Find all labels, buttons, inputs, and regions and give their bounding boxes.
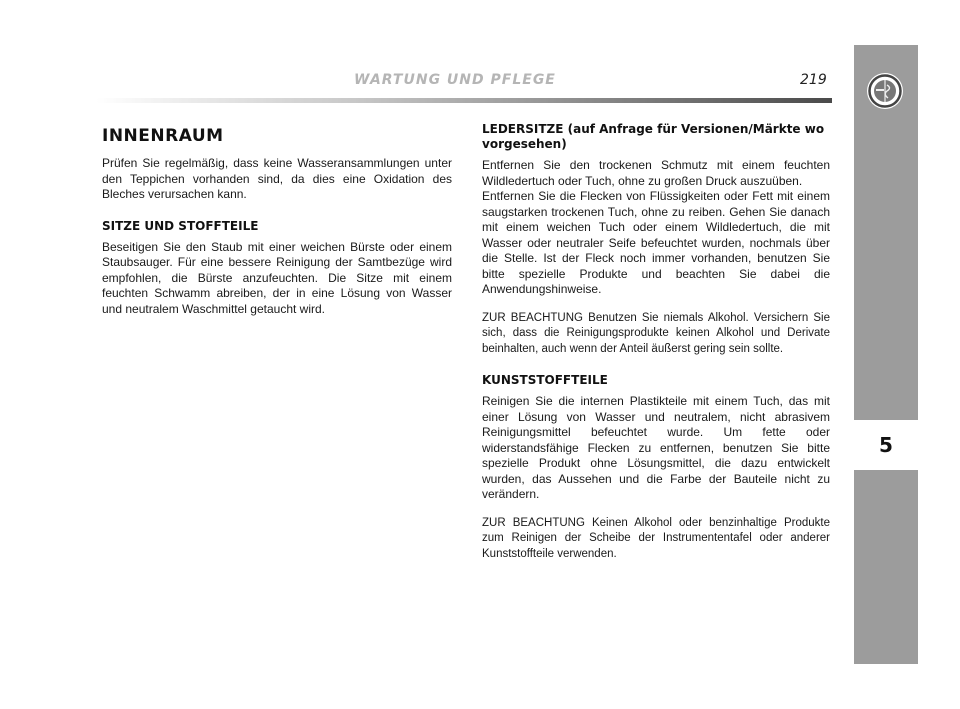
plastic-heading: KUNSTSTOFFTEILE [482, 373, 608, 387]
chapter-sidebar [854, 45, 918, 664]
header-rule [96, 98, 832, 103]
section-title: INNENRAUM [102, 126, 224, 146]
right-column [482, 122, 830, 562]
leather-heading: LEDERSITZE (auf Anfrage für Versionen/Märkte wo vorgesehen) [482, 122, 825, 151]
intro-paragraph: Prüfen Sie regelmäßig, dass keine Wasseransammlungen unter den Teppichen vorhanden sind, da dies eine Oxidation des Bleches verursachen kann. [102, 156, 452, 201]
plastic-note: ZUR BEACHTUNG Keinen Alkohol oder benzinhaltige Produkte zum Reinigen der Scheibe der Instrumententafel oder anderer Kunststoffteile verwenden. [482, 516, 830, 560]
page-number: 219 [800, 72, 827, 88]
leather-paragraph-1: Entfernen Sie den trockenen Schmutz mit einem feuchten Wildledertuch oder Tuch, ohne zu großen Druck auszuüben. [482, 158, 830, 188]
left-column [102, 122, 452, 317]
chapter-tab[interactable]: 5 [854, 420, 918, 470]
leather-note: ZUR BEACHTUNG Benutzen Sie niemals Alkohol. Versichern Sie sich, dass die Reinigungsprodukte keinen Alkohol und Derivate beinhalten, auch wenn der Anteil äußerst gering sein sollte. [482, 311, 830, 355]
running-title: WARTUNG UND PFLEGE [354, 72, 556, 88]
alfa-romeo-badge-icon [866, 72, 904, 110]
plastic-paragraph: Reinigen Sie die internen Plastikteile mit einem Tuch, das mit einer Lösung von Wasser und neutralem, nicht abrasivem Reinigungsmittel befeuchtet wurde. Um fette oder widerstandsfähige Flecken zu entfernen, benutzen Sie bitte spezielle Produkt ohne Lösungsmittel, die dazu entwickelt wurden, das Aussehen und die Farbe der Bauteile nicht zu verändern. [482, 394, 830, 501]
seats-paragraph: Beseitigen Sie den Staub mit einer weichen Bürste oder einem Staubsauger. Für eine bessere Reinigung der Samtbezüge wird empfohlen, die Bürste anzufeuchten. Die Sitze mit einem feuchten Schwamm abreiben, der in eine Lösung von Wasser und neutralem Waschmittel getaucht wird. [102, 239, 452, 316]
seats-heading: SITZE UND STOFFTEILE [102, 218, 259, 233]
leather-paragraph-2: Entfernen Sie die Flecken von Flüssigkeiten oder Fett mit einem saugstarken trockenen Tuch, ohne zu reiben. Gehen Sie danach mit einem weichen Tuch oder einem Wildledertuch, die mit Wasser oder neutraler Seife befeuchtet wurden, nochmals über die Stelle. Ist der Fleck noch immer vorhanden, benutzen Sie bitte spezielle Produkte und beachten Sie dabei die Anwendungshinweise. [482, 189, 830, 296]
